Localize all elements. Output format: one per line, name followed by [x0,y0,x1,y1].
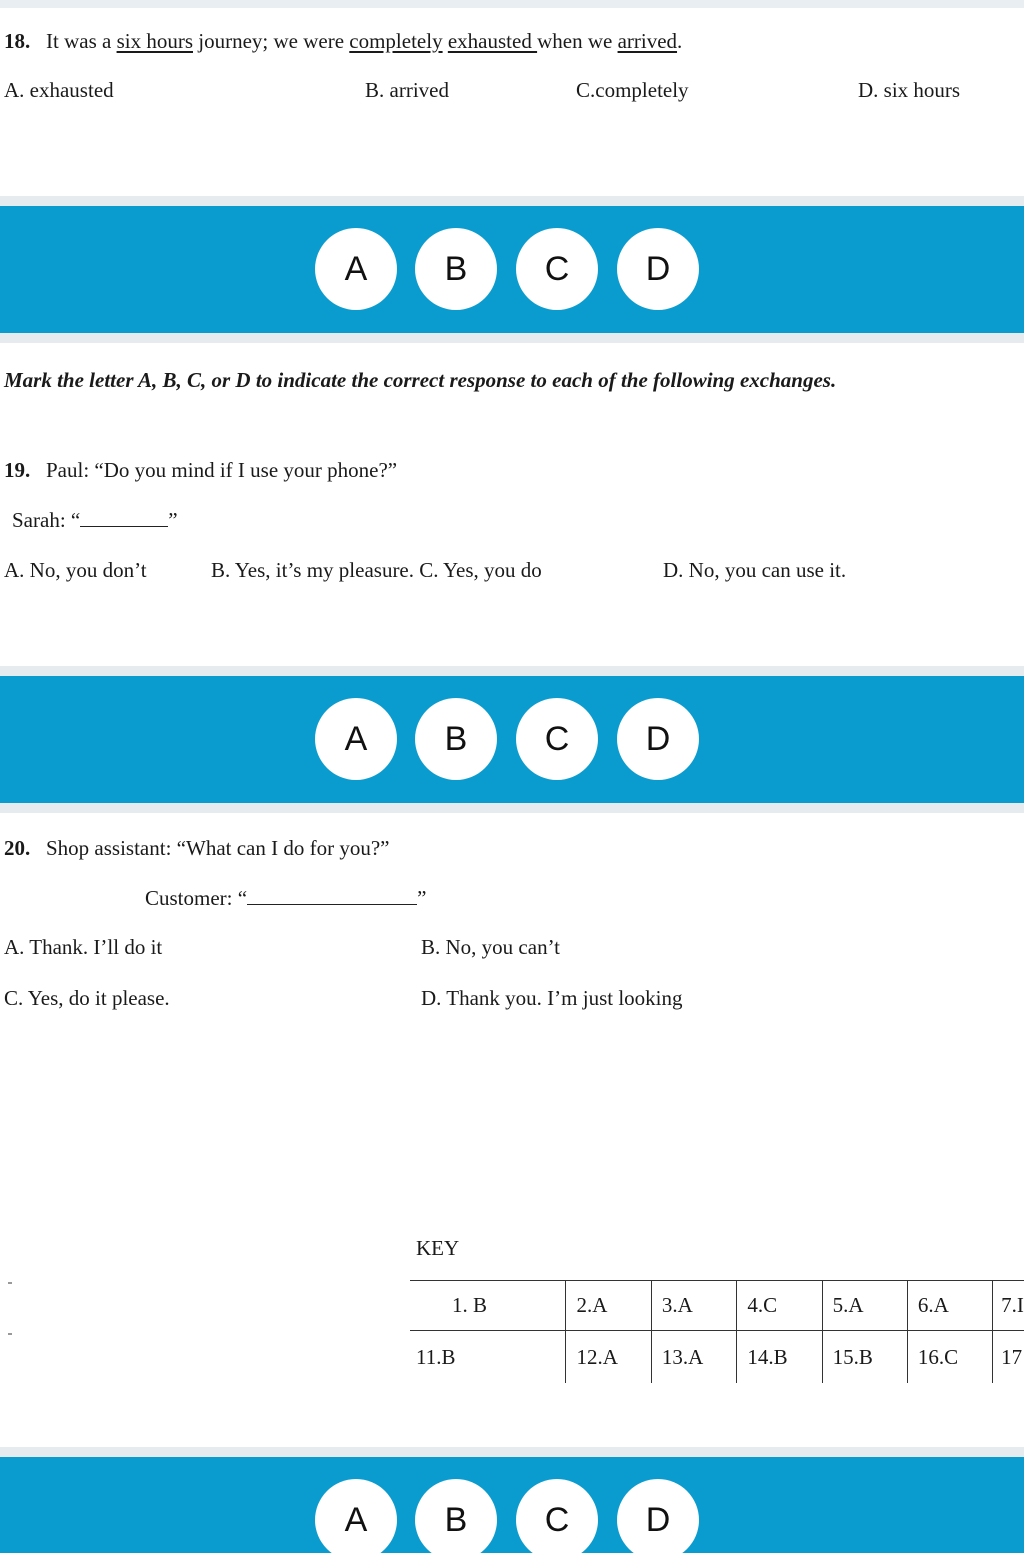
key-cell: 2.A [566,1281,651,1331]
key-cell: 3.A [651,1281,736,1331]
reply-label: Sarah: “ [12,508,81,532]
underlined-word: exhausted [447,29,538,53]
answer-d-button[interactable]: D [617,228,699,310]
reply-line [145,886,426,911]
answer-c-button[interactable]: C [516,1479,598,1561]
separator [0,333,1024,343]
reply-close: ” [168,508,178,532]
option-a: A. No, you don’t [4,558,147,582]
separator [0,1447,1024,1457]
option-d: D. No, you can use it. [663,558,847,582]
question-text: It was a [46,29,117,53]
option-d: D. Thank you. I’m just looking [421,986,683,1010]
question-20 [4,836,390,861]
option-c: C. Yes, do it please. [4,986,170,1010]
question-number: 20. [4,836,31,860]
underlined-word: six hours [116,29,193,53]
question-text: Paul: “Do you mind if I use your phone?” [46,458,398,482]
reply-close: ” [417,886,427,910]
key-cell: 1. B [410,1281,566,1331]
option-a: A. Thank. I’ll do it [4,935,163,959]
question-text: Shop assistant: “What can I do for you?” [46,836,390,860]
reply-line [12,508,178,533]
answer-b-button[interactable]: B [415,698,497,780]
question-text: . [677,29,683,53]
question-text: when we [537,29,618,53]
underlined-word: arrived [617,29,678,53]
instruction-text: Mark the letter A, B, C, or D to indicate the correct response to each of the following exchanges. [4,368,837,392]
option-c: C.completely [576,78,689,102]
reply-label: Customer: “ [145,886,248,910]
question-number: 19. [4,458,31,482]
stray-mark [8,1282,12,1284]
answer-bar [0,206,1024,333]
answer-a-button[interactable]: A [315,228,397,310]
key-cell: 12.A [566,1331,651,1384]
answer-a-button[interactable]: A [315,1479,397,1561]
answer-d-button[interactable]: D [617,698,699,780]
separator [0,666,1024,676]
key-cell: 7.I [993,1281,1024,1331]
option-b-c: B. Yes, it’s my pleasure. C. Yes, you do [211,558,542,582]
question-text: journey; we were [193,29,350,53]
option-d: D. six hours [858,78,961,102]
key-cell: 14.B [737,1331,822,1384]
underlined-word: completely [349,29,443,53]
table-row [410,1281,1024,1331]
key-cell: 16.C [907,1331,992,1384]
separator [0,196,1024,206]
question-number: 18. [4,29,31,53]
answer-bar [0,1457,1024,1553]
answer-c-button[interactable]: C [516,698,598,780]
answer-blank [247,886,417,905]
key-cell: 15.B [822,1331,907,1384]
answer-a-button[interactable]: A [315,698,397,780]
separator [0,803,1024,813]
key-cell: 5.A [822,1281,907,1331]
key-cell: 13.A [651,1331,736,1384]
option-b: B. arrived [365,78,449,102]
question-19 [4,458,397,483]
question-18 [4,29,682,54]
answer-blank [80,508,168,527]
key-cell: 11.B [410,1331,566,1384]
option-b: B. No, you can’t [421,935,561,959]
option-a: A. exhausted [4,78,114,102]
answer-b-button[interactable]: B [415,1479,497,1561]
key-cell: 6.A [907,1281,992,1331]
key-cell: 4.C [737,1281,822,1331]
key-cell: 17 [993,1331,1024,1384]
stray-mark [8,1333,12,1335]
answer-bar [0,676,1024,803]
answer-c-button[interactable]: C [516,228,598,310]
table-row [410,1331,1024,1384]
answer-d-button[interactable]: D [617,1479,699,1561]
answer-b-button[interactable]: B [415,228,497,310]
key-title: KEY [416,1236,460,1260]
answer-key-table [410,1280,1024,1383]
top-strip [0,0,1024,8]
